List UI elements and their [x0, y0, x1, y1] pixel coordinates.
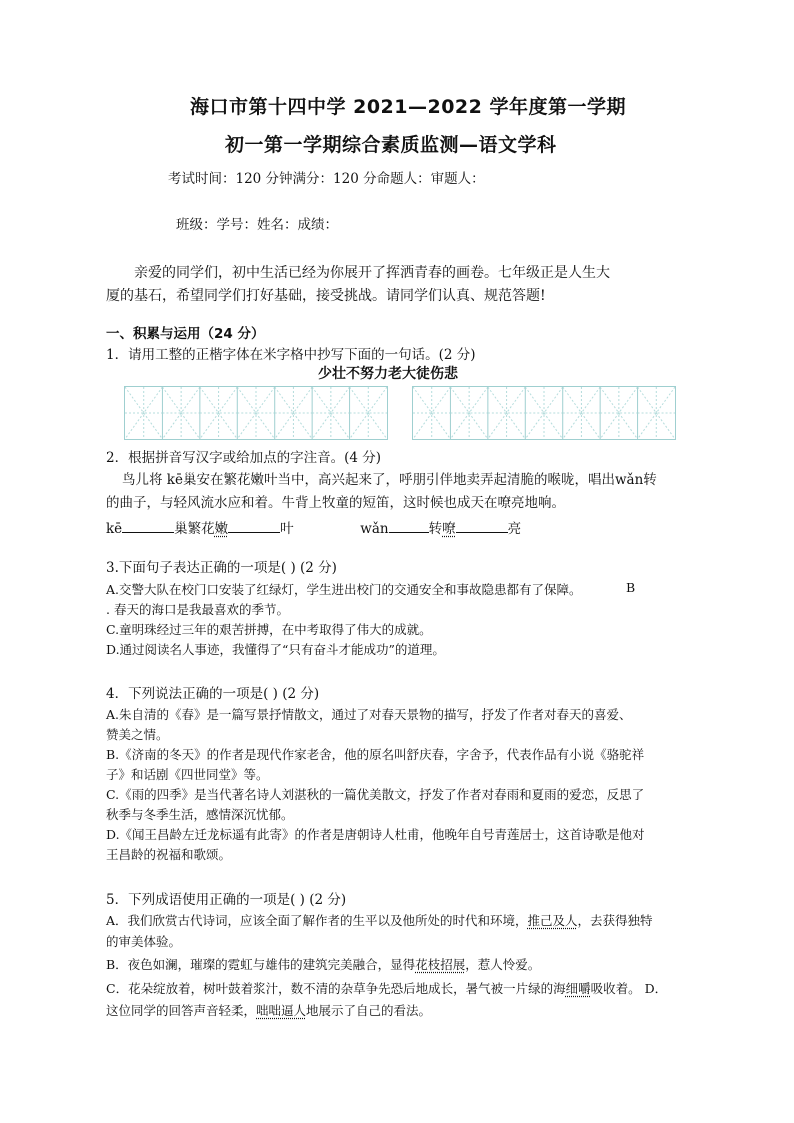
mizi-grid-left-lines: [125, 387, 387, 439]
mizi-cell[interactable]: [275, 387, 312, 439]
section-heading: 一、积累与运用（24 分）: [106, 326, 265, 342]
q2-blank-4[interactable]: [389, 518, 429, 533]
q3-option-a: A.交警大队在校门口安装了红绿灯，学生进出校门的交通安全和事故隐患都有了保障。: [106, 582, 582, 597]
mizi-grid-right-lines: [413, 387, 675, 439]
q2-blank5-dot: 嘹: [442, 521, 456, 537]
q2-blank3-label: 叶: [280, 521, 294, 537]
q3-option-d: D.通过阅读名人事迹，我懂得了“只有奋斗才能成功”的道理。: [106, 642, 445, 657]
mizi-cell[interactable]: [312, 387, 349, 439]
mizi-cell[interactable]: [600, 387, 637, 439]
q2-passage-a: 鸟儿将 kē: [122, 472, 183, 488]
q3-option-b: . 春天的海口是我最喜欢的季节。: [106, 602, 289, 617]
q2-passage-line-2: 的曲子，与轻风流水应和着。牛背上牧童的短笛，这时候也成天在嘹亮地响。: [106, 495, 565, 511]
q5-c-word: 细嚼: [565, 981, 591, 996]
mizi-grid-left[interactable]: [124, 386, 388, 440]
q5-option-d: [106, 1001, 431, 1019]
q2-blank2-label: 巢繁花: [174, 521, 215, 537]
intro-line-2: 厦的基石，希望同学们打好基础，接受挑战。请同学们认真、规范答题!: [106, 288, 546, 304]
exam-info: 考试时间：120 分钟满分：120 分命题人：审题人：: [168, 171, 485, 187]
q4-option-a-2: 赞美之情。: [106, 727, 169, 742]
q1-prompt: 1．请用工整的正楷字体在米字格中抄写下面的一句话。(2 分): [106, 347, 476, 363]
q5-option-a-1: [106, 911, 653, 929]
q5-d-post: 地展示了自己的看法。: [306, 1003, 432, 1018]
q5-option-b: [106, 955, 540, 973]
q2-blank-5[interactable]: [456, 518, 508, 533]
q5-b-idiom: 花枝招展: [415, 957, 466, 972]
q4-option-b-2: 子》和话剧《四世同堂》等。: [106, 767, 269, 782]
mizi-cell[interactable]: [200, 387, 237, 439]
mizi-grid-right[interactable]: [412, 386, 676, 440]
q5-c-pre: C．花朵绽放着，树叶鼓着浆汁，数不清的杂草争先恐后地成长，暑气被一片绿的海: [106, 981, 566, 996]
q3-prompt: 3.下面句子表达正确的一项是( ) (2 分): [106, 560, 337, 576]
q2-blank2-dot: 嫩: [214, 521, 229, 537]
intro-line-1: 亲爱的同学们，初中生活已经为你展开了挥洒青春的画卷。七年级正是人生大: [134, 265, 610, 281]
q5-a-idiom: 推己及人: [527, 913, 578, 928]
q2-blank1-label: kē: [106, 521, 123, 537]
mizi-cell[interactable]: [237, 387, 274, 439]
q2-passage-c: wǎn: [614, 472, 644, 488]
q5-option-c: [106, 979, 667, 997]
q2-blank5-label: 转: [428, 521, 443, 537]
q2-passage-line-1: [122, 468, 657, 488]
q2-answer-row: [106, 517, 521, 537]
q1-sentence: 少壮不努力老大徒伤悲: [318, 366, 458, 382]
q2-blank4-label: wǎn: [360, 521, 389, 537]
mizi-cell[interactable]: [413, 387, 450, 439]
exam-title: 海口市第十四中学 2021—2022 学年度第一学期: [190, 96, 626, 118]
mizi-cell[interactable]: [488, 387, 525, 439]
mizi-cell[interactable]: [350, 387, 387, 439]
q3-option-c: C.童明珠经过三年的艰苦拼搏，在中考取得了伟大的成就。: [106, 622, 432, 637]
q4-option-a-1: A.朱自清的《春》是一篇写景抒情散文，通过了对春天景物的描写，抒发了作者对春天的喜爱、: [106, 707, 632, 722]
q5-option-a-2: 的审美体验。: [106, 934, 182, 949]
mizi-cell[interactable]: [450, 387, 487, 439]
mizi-cell[interactable]: [162, 387, 199, 439]
q5-d-idiom: 咄咄逼人: [256, 1003, 307, 1018]
q2-blank6-label: 亮: [507, 521, 522, 537]
q4-option-c-2: 秋季与冬季生活，感情深沉忧郁。: [106, 807, 294, 822]
student-info: 班级：学号：姓名：成绩：: [176, 217, 338, 233]
q5-b-pre: B．夜色如澜，璀璨的霓虹与雄伟的建筑完美融合，显得: [106, 957, 416, 972]
q2-blank-2[interactable]: [228, 518, 280, 533]
exam-subtitle: 初一第一学期综合素质监测—语文学科: [225, 134, 557, 156]
q2-blank-1[interactable]: [122, 518, 174, 533]
q5-c-post: 吸收着。 D．: [590, 981, 668, 996]
q5-a-pre: A．我们欣赏古代诗词，应该全面了解作者的生平以及他所处的时代和环境，: [106, 913, 528, 928]
mizi-cell[interactable]: [638, 387, 675, 439]
q5-b-post: ，惹人怜爱。: [465, 957, 541, 972]
q3-option-b-label: B: [626, 580, 636, 595]
q4-option-d-1: D.《闻王昌龄左迁龙标遥有此寄》的作者是唐朝诗人杜甫，他晚年自号青莲居士，这首诗歌是他对: [106, 827, 645, 842]
q5-a-post: ，去获得独特: [577, 913, 653, 928]
mizi-cell[interactable]: [525, 387, 562, 439]
mizi-cell[interactable]: [125, 387, 162, 439]
q4-option-b-1: B.《济南的冬天》的作者是现代作家老舍，他的原名叫舒庆春，字舍予，代表作品有小说《骆驼祥: [106, 747, 645, 762]
q4-prompt: 4．下列说法正确的一项是( ) (2 分): [106, 686, 320, 702]
mizi-cell[interactable]: [563, 387, 600, 439]
q2-passage-b: 巢安在繁花嫩叶当中，高兴起来了，呼朋引伴地卖弄起清脆的喉咙，唱出: [182, 472, 615, 488]
q5-d-pre: 这位同学的回答声音轻柔，: [106, 1003, 257, 1018]
q2-prompt: 2．根据拼音写汉字或给加点的字注音。(4 分): [106, 450, 382, 466]
q5-prompt: 5．下列成语使用正确的一项是( ) (2 分): [106, 892, 347, 908]
q4-option-d-2: 王昌龄的祝福和歌颂。: [106, 847, 232, 862]
q4-option-c-1: C.《雨的四季》是当代著名诗人刘湛秋的一篇优美散文，抒发了作者对春雨和夏雨的爱恋，反思了: [106, 787, 645, 802]
q2-passage-d: 转: [643, 472, 657, 488]
